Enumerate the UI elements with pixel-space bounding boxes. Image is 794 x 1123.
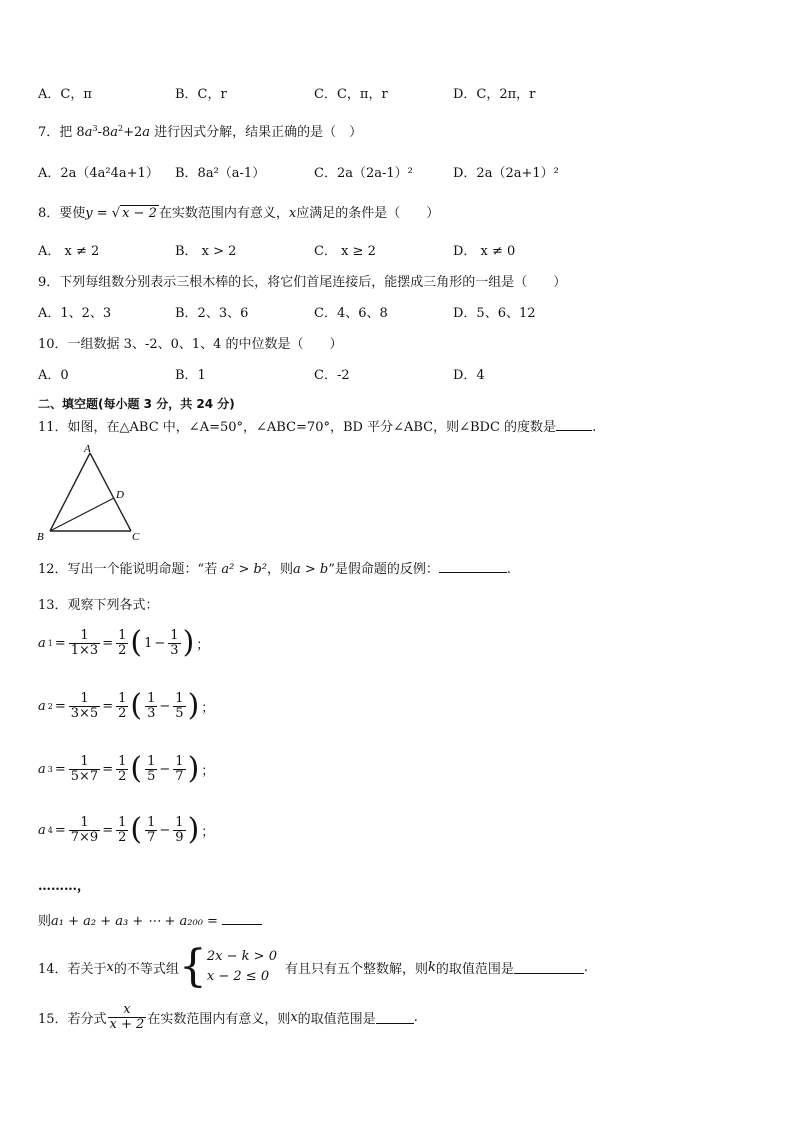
q10-stem: 10．一组数据 3、-2、0、1、4 的中位数是（ ） [38, 337, 343, 352]
answer-blank[interactable] [439, 560, 507, 573]
q6-option-a: A．C，π [38, 87, 92, 102]
q8-option-b: B． x > 2 [175, 244, 237, 259]
q11-stem: 11．如图，在△ABC 中，∠A=50°，∠ABC=70°，BD 平分∠ABC，则∠BDC 的度数是 . [38, 420, 597, 435]
answer-blank[interactable] [514, 961, 584, 974]
q15-stem: 15．若分式 $\frac{x}{x + 2}$ 在实数范围内有意义，则 x 的取值范围是 . [38, 1002, 418, 1032]
label-a: A [84, 443, 91, 455]
q13-ellipsis: ………， [38, 879, 91, 894]
q14-stem: 14．若关于 x 的不等式组 { 2x − k > 0 x − 2 ≤ 0 有且只有五个整数解，则 k 的取值范围是 . [38, 941, 589, 992]
q9-option-b: B．2、3、6 [175, 306, 249, 321]
triangle-figure [34, 440, 144, 542]
section-heading: 二、填空题(每小题 3 分，共 24 分) [38, 397, 235, 411]
label-b: B [37, 531, 44, 542]
answer-blank[interactable] [222, 912, 262, 925]
q9-option-c: C．4、6、8 [314, 306, 388, 321]
q13-sum: 则a₁ + a₂ + a₃ + ⋯ + a₂₀₀ = [38, 910, 262, 929]
q8-option-a: A． x ≠ 2 [38, 244, 100, 259]
q13-equation-1: a 1 = $\frac{1}{1\times 3}$ = $\frac{1}{2}$ ( 1 − $\frac{1}{3}$ ) ； [38, 625, 210, 660]
q7-option-b: B．8a²（a-1） [175, 166, 266, 181]
answer-blank[interactable] [376, 1011, 414, 1024]
q10-option-b: B．1 [175, 368, 206, 383]
answer-blank[interactable] [556, 418, 592, 431]
q6-option-c: C．C，π，r [314, 87, 388, 102]
q6-option-b: B．C，r [175, 87, 227, 102]
q13-stem: 13．观察下列各式： [38, 598, 159, 613]
q13-equation-3: a 3 = $\frac{1}{5\times 7}$ = $\frac{1}{2}$ ( $\frac{1}{5}$ − $\frac{1}{7}$ ) ； [38, 751, 215, 786]
inequality-1: 2x − k > 0 [206, 949, 277, 964]
q7-option-c: C．2a（2a-1）² [314, 166, 413, 181]
label-d: D [116, 489, 124, 501]
q13-equation-4: a 4 = $\frac{1}{7\times 9}$ = $\frac{1}{2}$ ( $\frac{1}{7}$ − $\frac{1}{9}$ ) ； [38, 812, 215, 847]
q7-option-d: D．2a（2a+1）² [453, 166, 559, 181]
q10-option-a: A．0 [38, 368, 69, 383]
q9-option-a: A．1、2、3 [38, 306, 112, 321]
q10-option-d: D．4 [453, 368, 485, 383]
q12-stem: 12．写出一个能说明命题：“若 a² > b²，则a > b”是假命题的反例： . [38, 562, 512, 577]
q6-option-d: D．C，2π，r [453, 87, 536, 102]
inequality-2: x − 2 ≤ 0 [206, 969, 270, 984]
q9-stem: 9．下列每组数分别表示三根木棒的长，将它们首尾连接后，能摆成三角形的一组是（ ） [38, 275, 567, 290]
q7-stem: 7．把 $8a^3-8a^2+2a$ 进行因式分解，结果正确的是（ ） [38, 124, 363, 140]
q8-stem: 8．要使y = √ x − 2 在实数范围内有意义，x应满足的条件是（ ） [38, 206, 440, 221]
q8-radicand: x − 2 [122, 206, 157, 221]
q8-option-d: D． x ≠ 0 [453, 244, 516, 259]
q13-equation-2: a 2 = $\frac{1}{3\times 5}$ = $\frac{1}{2}$ ( $\frac{1}{3}$ − $\frac{1}{5}$ ) ； [38, 688, 215, 723]
q10-option-c: C．-2 [314, 368, 350, 383]
q8-formula-lhs: y = [85, 206, 108, 221]
q8-option-c: C． x ≥ 2 [314, 244, 376, 259]
q9-option-d: D．5、6、12 [453, 306, 536, 321]
q7-option-a: A．2a（4a²4a+1） [38, 166, 159, 181]
label-c: C [132, 531, 140, 542]
